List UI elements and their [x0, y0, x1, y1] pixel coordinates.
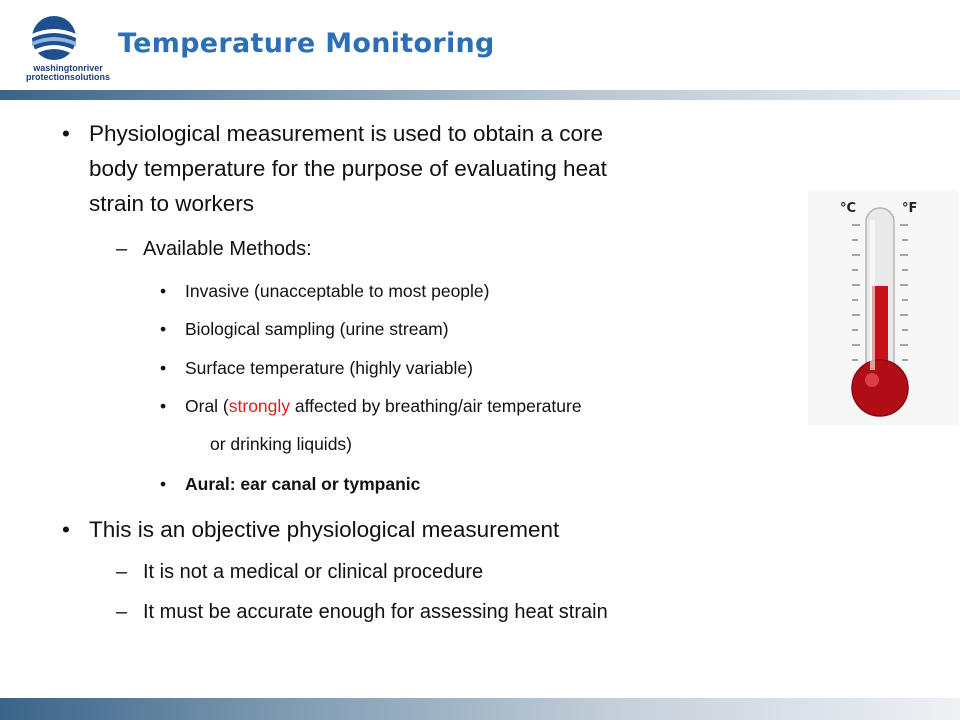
bullet-text: Physiological measurement is used to obtain a core: [89, 121, 604, 146]
method-suffix: affected by breathing/air temperature: [290, 396, 582, 416]
bullet-text: This is an objective physiological measurement: [89, 517, 560, 542]
bullet-marker: •: [62, 517, 70, 542]
bullet-marker: •: [62, 121, 70, 146]
logo-line2: protectionsolutions: [26, 72, 110, 82]
bullet-marker: •: [160, 396, 167, 416]
method-item: Aural: ear canal or tympanic: [185, 474, 421, 494]
celsius-label: °C: [840, 201, 857, 216]
dash-marker: –: [116, 601, 128, 623]
sub-bullet-text: It is not a medical or clinical procedure: [143, 561, 484, 583]
method-item-continued: or drinking liquids): [210, 434, 353, 454]
logo-line1: washingtonriver: [33, 63, 103, 73]
fahrenheit-label: °F: [902, 201, 918, 216]
method-item: Surface temperature (highly variable): [185, 358, 473, 378]
bullet-marker: •: [160, 358, 167, 378]
method-item: [185, 396, 582, 417]
method-prefix: Oral (: [185, 396, 229, 416]
footer-divider: [0, 698, 960, 720]
bullet-marker: •: [160, 319, 167, 339]
bullet-marker: •: [160, 281, 167, 301]
dash-marker: –: [116, 238, 128, 260]
page-title: Temperature Monitoring: [118, 28, 495, 59]
emphasis-word: strongly: [228, 396, 291, 416]
method-item: Biological sampling (urine stream): [185, 319, 449, 339]
bullet-text: body temperature for the purpose of evaluating heat: [89, 156, 607, 181]
bullet-text: strain to workers: [89, 191, 255, 216]
sub-bullet-text: Available Methods:: [143, 238, 312, 260]
dash-marker: –: [116, 561, 128, 583]
sub-bullet-text: It must be accurate enough for assessing heat strain: [143, 601, 608, 623]
method-item: Invasive (unacceptable to most people): [185, 281, 490, 301]
bullet-marker: •: [160, 474, 167, 494]
